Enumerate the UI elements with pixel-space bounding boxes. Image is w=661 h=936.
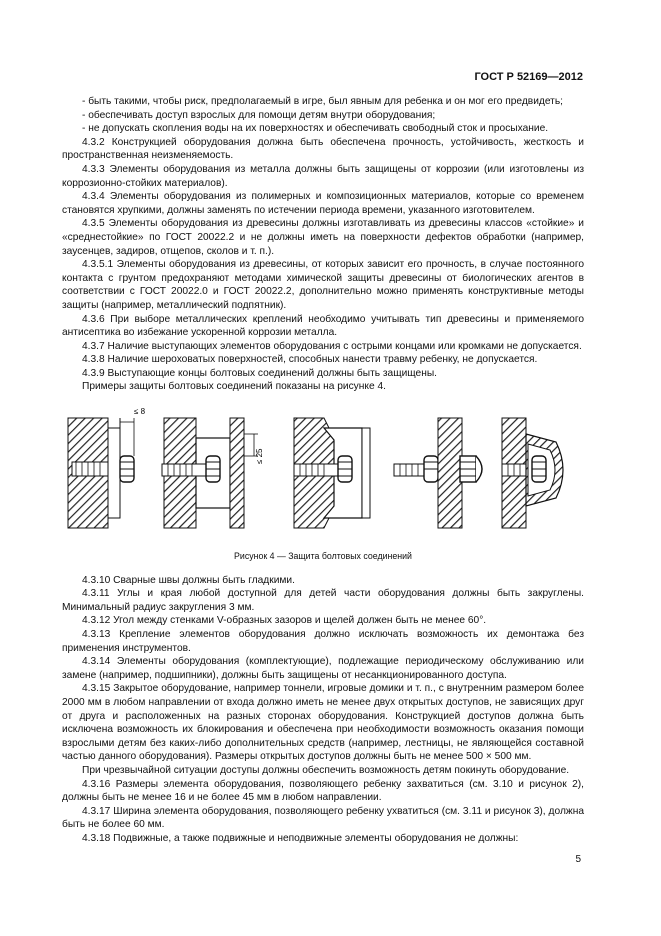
paragraph: 4.3.10 Сварные швы должны быть гладкими.	[82, 574, 295, 586]
paragraph: - обеспечивать доступ взрослых для помощи детям внутри оборудования;	[82, 109, 436, 121]
paragraph: 4.3.3 Элементы оборудования из металла должны быть защищены от коррозии (или изготовлены из коррозионно-стойких материалов).	[62, 163, 584, 189]
paragraph: - быть такими, чтобы риск, предполагаемый в игре, был явным для ребенка и он мог его предвидеть;	[82, 96, 563, 107]
paragraph: 4.3.9 Выступающие концы болтовых соединений должны быть защищены.	[82, 367, 437, 379]
paragraph: 4.3.2 Конструкцией оборудования должна быть обеспечена прочность, устойчивость, жесткость и пространственная неизменяемость.	[62, 136, 584, 162]
bolt-diagram-2	[162, 418, 264, 528]
bolt-diagrams	[62, 398, 584, 548]
paragraph: При чрезвычайной ситуации доступы должны обеспечить возможность детям покинуть оборудование.	[82, 764, 570, 776]
bolt-diagram-4	[394, 418, 482, 528]
paragraph: 4.3.6 При выборе металлических креплений необходимо учитывать тип древесины и применяемого антисептика во избежание ускоренной коррозии металла.	[62, 313, 584, 339]
paragraph: 4.3.18 Подвижные, а также подвижные и неподвижные элементы оборудования не должны:	[82, 832, 519, 844]
paragraph: 4.3.5 Элементы оборудования из древесины должны изготавливать из древесины классов «стойкие» и «среднестойкие» по ГОСТ 20022.2 и не должны иметь на поверхности дефектов обработки (например, заусенцев, задиров, отщепов, сколов и т. п.).	[62, 218, 584, 257]
bolt-diagram-3	[294, 418, 370, 528]
paragraph: 4.3.13 Крепление элементов оборудования должно исключать возможность их демонтажа без применения инструментов.	[62, 629, 584, 654]
dim-label-25: ≤ 25	[255, 448, 264, 465]
paragraph: 4.3.17 Ширина элемента оборудования, позволяющего ребенку ухватиться (см. 3.11 и рисунок 3), должна быть не более 60 мм.	[62, 805, 584, 831]
paragraph: 4.3.7 Наличие выступающих элементов оборудования с острыми концами или кромками не допускается.	[82, 340, 582, 352]
paragraph: 4.3.8 Наличие шероховатых поверхностей, способных нанести травму ребенку, не допускается.	[82, 354, 538, 366]
bolt-diagram-5	[502, 418, 563, 528]
paragraph: Примеры защиты болтовых соединений показаны на рисунке 4.	[82, 381, 386, 393]
dim-label-8: ≤ 8	[134, 407, 146, 417]
figure-caption: Рисунок 4 — Защита болтовых соединений	[234, 551, 412, 562]
paragraph: 4.3.16 Размеры элемента оборудования, позволяющего ребенку захватиться (см. 3.10 и рисунок 2), должны быть не менее 16 и не более 45 мм в любом направлении.	[62, 778, 584, 804]
paragraph: 4.3.11 Углы и края любой доступной для детей части оборудования должны быть закруглены. Минимальный радиус закругления 3 мм.	[62, 588, 584, 613]
paragraph: 4.3.12 Угол между стенками V-образных зазоров и щелей должен быть не менее 60°.	[82, 615, 487, 627]
paragraph: 4.3.4 Элементы оборудования из полимерных и композиционных материалов, которые со временем становятся хрупкими, должны заменять по истечении периода времени, указанного изготовителем.	[62, 191, 584, 216]
paragraph: 4.3.15 Закрытое оборудование, например тоннели, игровые домики и т. п., с внутренним размером более 2000 мм в любом направлении от входа должно иметь не менее двух открытых доступов, не зависящих друг от друга и расположенных на разных сторонах оборудования. Конструкцией доступов должна быть исключена возможность их блокирования и обеспечена при необходимости возможность оказания помощи взрослыми детям без каких-либо дополнительных средств (например, лестницы, не являющейся составной частью данного оборудования). Размеры открытых доступов должны быть не менее 500 × 500 мм.	[62, 683, 584, 763]
document-body	[62, 95, 584, 846]
document-header: ГОСТ Р 52169—2012	[474, 71, 583, 83]
page-number: 5	[575, 854, 581, 865]
paragraph: - не допускать скопления воды на их поверхностях и обеспечивать свободный сток и просыхание.	[82, 123, 549, 135]
paragraph: 4.3.14 Элементы оборудования (комплектующие), подлежащие периодическому обслуживанию или замене (например, подшипники), должны быть защищены от несанкционированного доступа.	[62, 656, 584, 681]
bolt-diagram-1	[68, 407, 146, 528]
figure-bolt-protection	[62, 398, 584, 548]
paragraph: 4.3.5.1 Элементы оборудования из древесины, от которых зависит его прочность, в случае постоянного контакта с грунтом предохраняют методами химической защиты древесины от биологических агентов в соответствии с ГОСТ 20022.0 и ГОСТ 20022.2, дополнительно можно применять конструктивные методы защиты (например, металлический подпятник).	[62, 259, 584, 311]
